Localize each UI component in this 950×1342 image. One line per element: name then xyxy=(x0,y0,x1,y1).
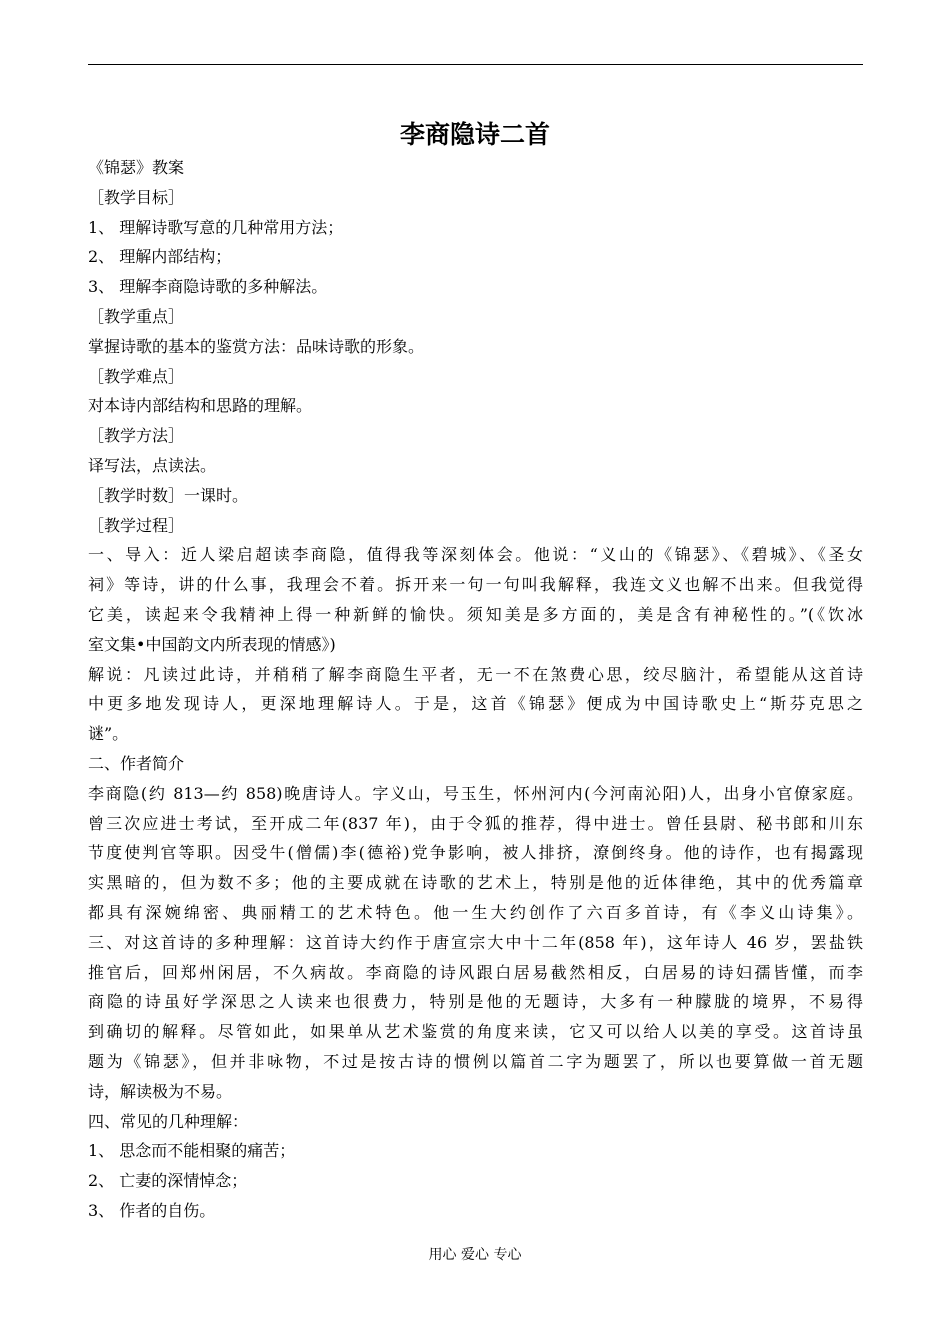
text-line: 到确切的解释。尽管如此，如果单从艺术鉴赏的角度来读，它又可以给人以美的享受。这首诗虽 xyxy=(88,1022,863,1042)
text-line: 3、 理解李商隐诗歌的多种解法。 xyxy=(88,277,328,297)
text-line: 谜”。 xyxy=(88,724,129,744)
text-line: 掌握诗歌的基本的鉴赏方法：品味诗歌的形象。 xyxy=(88,336,425,356)
text-line: 商隐的诗虽好学深思之人读来也很费力，特别是他的无题诗，大多有一种朦胧的境界，不易得 xyxy=(88,992,863,1012)
text-line: ［教学方法］ xyxy=(88,426,185,446)
text-line: 2、 亡妻的深情悼念； xyxy=(88,1171,248,1191)
text-line: ［教学目标］ xyxy=(88,187,185,207)
text-line: 解说：凡读过此诗，并稍稍了解李商隐生平者，无一不在煞费心思，绞尽脑汁，希望能从这首诗 xyxy=(88,664,863,684)
text-line: 三、对这首诗的多种理解：这首诗大约作于唐宣宗大中十二年(858 年)，这年诗人 46 岁，罢盐铁 xyxy=(88,932,863,952)
text-line: 题为《锦瑟》，但并非咏物，不过是按古诗的惯例以篇首二字为题罢了，所以也要算做一首无题 xyxy=(88,1052,863,1071)
text-line: 室文集•中国韵文内所表现的情感》) xyxy=(88,634,336,654)
page-title: 李商隐诗二首 xyxy=(399,120,550,149)
text-line: ［教学难点］ xyxy=(88,366,185,386)
text-line: 《锦瑟》教案 xyxy=(88,158,185,177)
page-footer: 用心 爱心 专心 xyxy=(428,1247,522,1263)
text-line: 推官后，回郑州闲居，不久病故。李商隐的诗风跟白居易截然相反，白居易的诗妇孺皆懂，而李 xyxy=(88,962,863,982)
text-line: 它美，读起来令我精神上得一种新鲜的愉快。须知美是多方面的，美是含有神秘性的。”(《饮冰 xyxy=(88,605,863,624)
text-line: 四、常见的几种理解： xyxy=(88,1111,249,1131)
text-line: 祠》等诗，讲的什么事，我理会不着。拆开来一句一句叫我解释，我连文义也解不出来。但我觉得 xyxy=(88,575,863,595)
header-rule xyxy=(88,64,863,65)
text-line: 1、 思念而不能相聚的痛苦； xyxy=(88,1141,296,1161)
text-line: 中更多地发现诗人，更深地理解诗人。于是，这首《锦瑟》便成为中国诗歌史上“斯芬克思之 xyxy=(88,694,863,714)
text-line: ［教学时数］一课时。 xyxy=(88,485,249,505)
text-line: 诗，解读极为不易。 xyxy=(88,1081,233,1101)
text-line: 1、 理解诗歌写意的几种常用方法； xyxy=(88,217,344,237)
text-line: 2、 理解内部结构； xyxy=(88,247,232,267)
text-line: 一、导入：近人梁启超读李商隐，值得我等深刻体会。他说：“义山的《锦瑟》、《碧城》、《圣女 xyxy=(88,545,863,565)
text-line: ［教学重点］ xyxy=(88,307,185,326)
text-line: 二、作者简介 xyxy=(88,754,185,773)
text-line: 3、 作者的自伤。 xyxy=(88,1201,216,1220)
text-line: 都具有深婉绵密、典丽精工的艺术特色。他一生大约创作了六百多首诗，有《李义山诗集》。 xyxy=(88,903,863,922)
text-line: 译写法，点读法。 xyxy=(88,456,217,475)
text-line: 曾三次应进士考试，至开成二年(837 年)，由于令狐的推荐，得中进士。曾任县尉、秘书郎和川东 xyxy=(88,813,863,833)
text-line: 节度使判官等职。因受牛(僧儒)李(德裕)党争影响，被人排挤，潦倒终身。他的诗作，也有揭露现 xyxy=(88,843,863,863)
text-line: 李商隐(约 813—约 858)晚唐诗人。字义山，号玉生，怀州河内(今河南沁阳)人，出身小官僚家庭。 xyxy=(88,783,863,803)
text-line: 实黑暗的，但为数不多；他的主要成就在诗歌的艺术上，特别是他的近体律绝，其中的优秀篇章 xyxy=(88,873,863,893)
text-line: ［教学过程］ xyxy=(88,515,185,535)
text-line: 对本诗内部结构和思路的理解。 xyxy=(88,396,313,416)
